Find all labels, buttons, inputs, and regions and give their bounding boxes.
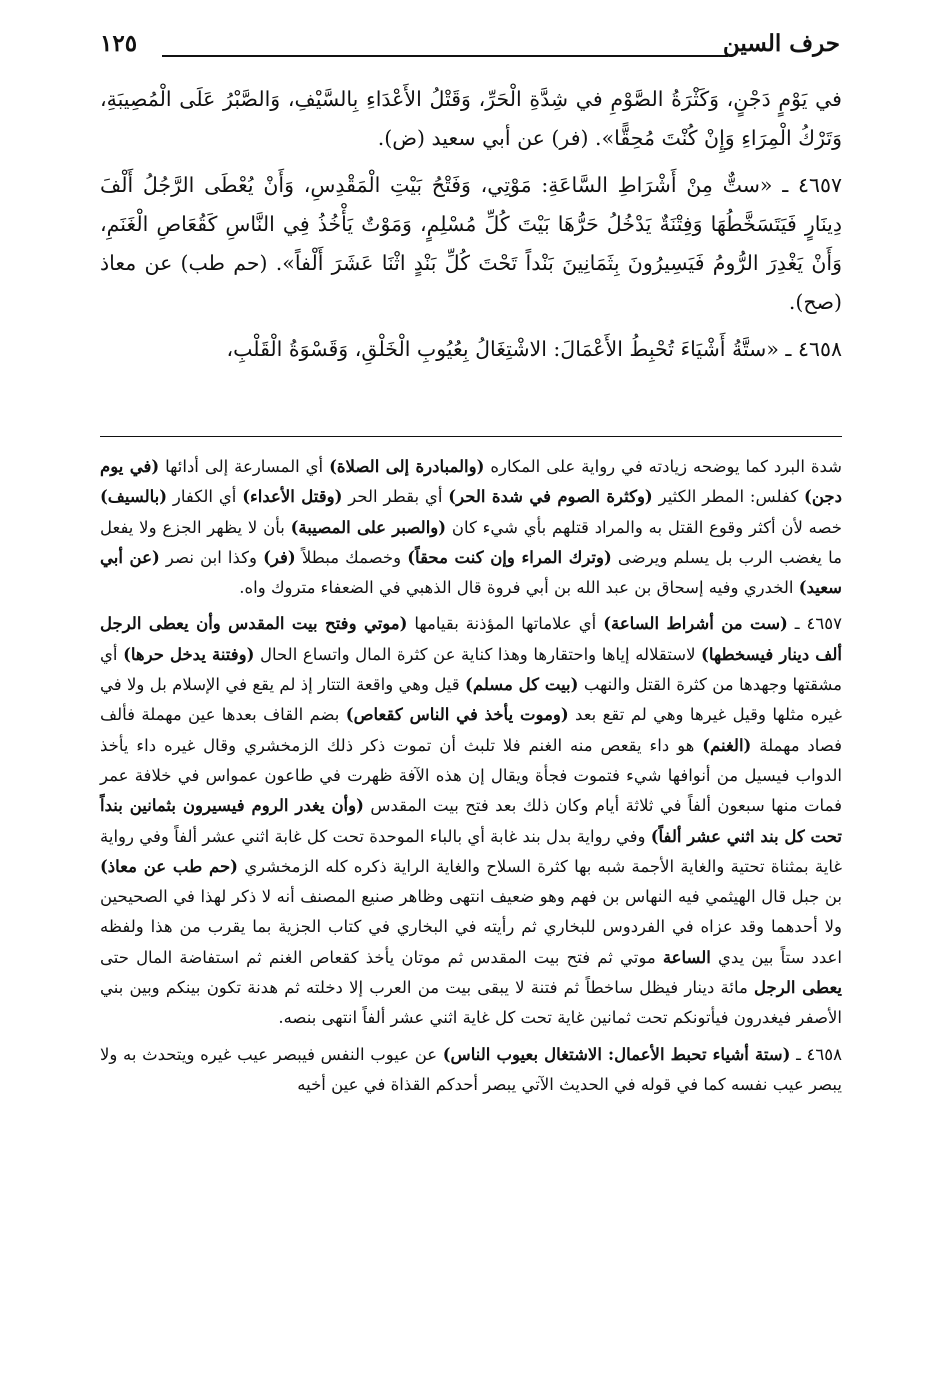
commentary-quote: (وكثرة الصوم في شدة الحر) [448,487,653,507]
commentary-quote: (بالسيف) [100,487,168,507]
commentary-quote: (وقتل الأعداء) [242,487,343,507]
commentary-quote: (ست من أشراط الساعة) [603,614,788,634]
hadith-continuation: في يَوْمٍ دَجْنٍ، وَكَثْرَةُ الصَّوْمِ في شِدَّةِ الْحَرِّ، وَقَتْلُ الأَعْدَاءِ بِالسَّيْفِ، وَالصَّبْرُ عَلَى الْمُصِيبَةِ، وَتَرْكُ الْمِرَاءِ وَإِنْ كُنْتَ مُحِقًّا». (فر) عن أبي سعيد (ض). [100,87,842,150]
commentary-quote: (ستة أشياء تحبط الأعمال: الاشتغال بعيوب الناس) [442,1044,791,1064]
commentary-4657 [100,609,842,1033]
hadith-number: ٤٦٥٨ ـ [785,337,842,361]
commentary-continuation [100,452,842,603]
commentary-4658 [100,1040,842,1101]
commentary [100,452,842,1106]
hadith-4658 [100,330,842,369]
commentary-text: أي مشقتها وجهدها من كثرة القتل والنهب [100,644,842,695]
hadith-text: «ستَّةُ أَشْيَاءَ تُحْبِطُ الأَعْمَالَ: الاشْتِغَالُ بِعُيُوبِ الْخَلْقِ، وَقَسْوَةُ الْقَلْبِ، [226,337,779,361]
commentary-text: أي المسارعة إلى أدائها [159,457,330,476]
commentary-text: كفلس: المطر الكثير [652,487,805,507]
commentary-text: موتي ثم فتح بيت المقدس ثم موتان يأخذ كقعاص الغنم ثم استفاضة المال حتى [100,947,663,967]
commentary-text: وفي رواية بدل بند غابة أي بالباء الموحدة تحت كل غابة اثني عشر ألفاً وفي رواية غاية بمثناة تحتية والغاية الأجمة شبه بها كثرة السلاح والغاية الراية ذكره كله الزمخشري [100,826,842,876]
commentary-quote: (فر) [263,547,296,567]
commentary-text: بن جبل قال الهيثمي فيه النهاس بن فهم وهو ضعيف انتهى وظاهر صنيع المصنف أنه لا ذكر لهذا في الصحيحين ولا أحدهما وقد عزاه في الفردوس للبخاري ثم رأيته في البخاري في كتاب الجزية بما يقرب من هذا ولفظه اعدد ستاً بين يدي [100,887,842,967]
commentary-text: بأن لا يظهر الجزع ولا يفعل ما يغضب الرب بل يسلم ويرضى [100,517,843,567]
commentary-quote: (عن أبي سعيد) [100,547,842,598]
commentary-quote: (وأن يغدر الروم فيسيرون بثمانين بنداً تحت كل بند اثني عشر ألفاً) [100,796,842,846]
commentary-quote: الساعة [662,947,711,967]
commentary-text: شدة البرد كما يوضحه زيادته في رواية على المكاره [484,457,843,476]
hadith-main-text [100,80,842,377]
commentary-quote: (وترك المراء وإن كنت محقاً) [407,547,612,567]
commentary-text: بضم القاف بعدها عين مهملة فألف فصاد مهملة [100,705,842,755]
commentary-text: وخصمك مبطلاً [295,547,408,567]
hadith-number: ٤٦٥٧ ـ [782,173,842,197]
commentary-text: الخدري وفيه إسحاق بن عبد الله بن أبي فروة قال الذهبي في الضعفاء متروك واه. [239,578,799,598]
commentary-text: هو داء يقعص منه الغنم فلا تلبث أن تموت ذكر ذلك الزمخشري وقال غيره داء يأخذ الدواب فيسيل من أنوافها شيء فتموت فجأة ويقال إن هذه الآفة ظهرت في طاعون عمواس في خلافة عمر فمات منها سبعون ألفاً في ثلاثة أيام وكان ذلك بعد فتح بيت المقدس [100,735,842,816]
commentary-number: ٤٦٥٨ ـ [796,1044,842,1064]
footnote-divider [100,436,842,437]
chapter-title: حرف السين [722,30,840,57]
commentary-text: خصه لأن أكثر وقوع القتل به والمراد قتلهم بأي شيء كان [446,517,842,537]
page-header [100,28,840,68]
commentary-text: أي علاماتها المؤذنة بقيامها [407,614,604,634]
commentary-text: أي الكفار [167,487,243,507]
commentary-text: أي بقطر الحر [342,487,449,507]
commentary-text: قيل وهي واقعة التتار إذ لم يقع في الإسلام بل ولا في غيره مثلها وقيل غيرها وهي لم تقع بعد [100,675,842,725]
hadith-4657 [100,166,842,322]
commentary-quote: (الغنم) [702,735,752,755]
commentary-quote: (والصبر على المصيبة) [290,517,447,537]
commentary-text: عن عيوب النفس فيبصر عيب غيره ويتحدث به ولا يبصر عيب نفسه كما في قوله في الحديث الآتي يبصر أحدكم القذاة في عين أخيه [100,1044,842,1094]
commentary-number: ٤٦٥٧ ـ [794,614,842,634]
commentary-text: وكذا ابن نصر [159,547,264,567]
hadith-text: «ستٌّ مِنْ أَشْرَاطِ السَّاعَةِ: مَوْتِي، وَفَتْحُ بَيْتِ الْمَقْدِسِ، وَأَنْ يُعْطَى الرَّجُلُ أَلْفَ دِينَارٍ فَيَتَسَخَّطُهَا وَفِتْنَةٌ يَدْخُلُ حَرُّهَا بَيْتَ كُلِّ مُسْلِمٍ، وَمَوْتٌ يَأْخُذُ فِي النَّاسِ كَقُعَاصِ الْغَنَمِ، وَأَنْ يَغْدِرَ الرُّومُ فَيَسِيرُونَ بِثَمَانِينَ بَنْداً تَحْتَ كُلِّ بَنْدٍ اثْنَا عَشَرَ أَلْفاً». (حم طب) عن معاذ (صح). [100,173,842,314]
commentary-quote: (بيت كل مسلم) [465,675,579,695]
page-number: ١٢٥ [100,30,138,57]
commentary-quote: يعطى الرجل [754,978,842,998]
commentary-quote: (حم طب عن معاذ) [100,856,238,876]
commentary-quote: (في يوم دجن) [100,457,842,507]
commentary-quote: (وموت يأخذ في الناس كقعاص) [345,705,569,725]
commentary-quote: (موتي وفتح بيت المقدس وأن يعطى الرجل ألف دينار فيسخطها) [100,614,842,664]
commentary-text: مائة دينار فيظل ساخطاً ثم فتنة لا يبقى بيت من العرب إلا دخلته ثم هدنة تكون بينكم وبين بني الأصفر فيغدرون فيأتونكم تحت ثمانين غاية تحت كل غاية اثني عشر ألفاً انتهى بنصه. [100,978,842,1028]
commentary-quote: (وفتنة يدخل حرها) [123,644,255,664]
header-rule [162,55,728,57]
commentary-quote: (والمبادرة إلى الصلاة) [329,457,485,476]
commentary-text: لاستقلاله إياها واحتقارها وهذا كناية عن كثرة المال واتساع الحال [254,644,702,664]
